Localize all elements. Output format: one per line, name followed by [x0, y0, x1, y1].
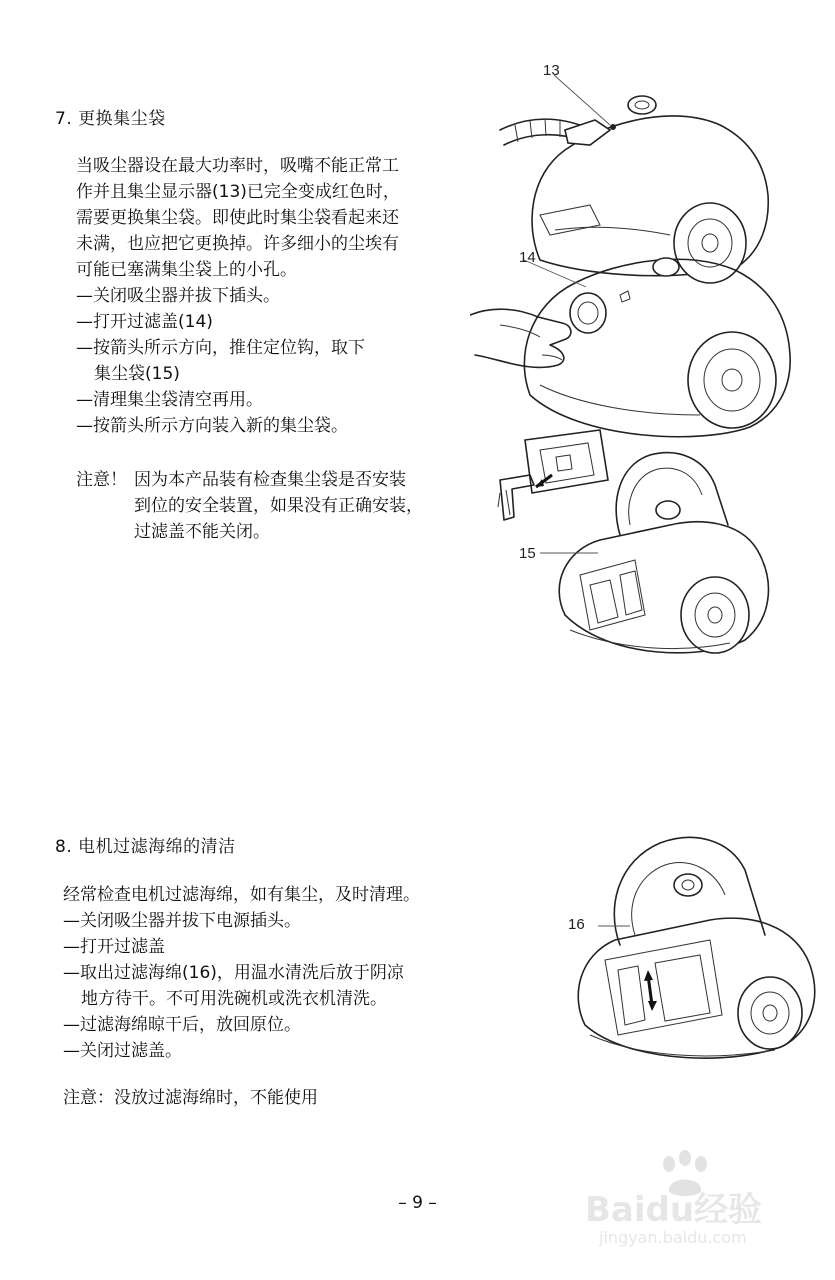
section8-step: —关闭过滤盖。 — [63, 1041, 182, 1061]
section7-step: —按箭头所示方向装入新的集尘袋。 — [76, 416, 348, 436]
section7-note-label: 注意！ — [76, 470, 127, 490]
section8-note: 注意：没放过滤海绵时，不能使用 — [63, 1088, 318, 1108]
callout-13: 13 — [543, 62, 560, 79]
section8-line: 经常检查电机过滤海绵，如有集尘，及时清理。 — [63, 885, 420, 905]
dust-bag-removal-figure — [498, 430, 768, 653]
callout-16: 16 — [568, 916, 585, 933]
baidu-watermark — [585, 1150, 825, 1260]
section7-note-line: 到位的安全装置，如果没有正确安装， — [134, 496, 423, 516]
section8-step-continuation: 地方待干。不可用洗碗机或洗衣机清洗。 — [81, 989, 387, 1009]
filter-sponge-figure — [578, 837, 814, 1058]
watermark-url: jingyan.baidu.com — [599, 1228, 747, 1247]
section7-note-line: 因为本产品装有检查集尘袋是否安装 — [134, 470, 406, 490]
section7-heading: 7. 更换集尘袋 — [55, 109, 166, 129]
section7-step: —打开过滤盖(14) — [76, 312, 213, 332]
section7-line: 需要更换集尘袋。即使此时集尘袋看起来还 — [76, 208, 399, 228]
page-number: – 9 – — [398, 1193, 437, 1213]
section7-body — [76, 153, 400, 439]
section7-note — [76, 467, 423, 545]
vacuum-open-lid-figure — [470, 258, 790, 437]
section7-step: —按箭头所示方向，推住定位钩，取下 — [76, 338, 365, 358]
section7-step: —关闭吸尘器并拔下插头。 — [76, 286, 280, 306]
vacuum-closed-figure — [500, 75, 768, 283]
section7-line: 未满，也应把它更换掉。许多细小的尘埃有 — [76, 234, 399, 254]
section8-heading: 8. 电机过滤海绵的清洁 — [55, 837, 236, 857]
section7-step: —清理集尘袋清空再用。 — [76, 390, 263, 410]
callout-14: 14 — [519, 249, 536, 266]
section7-illustration — [470, 55, 830, 675]
callout-15: 15 — [519, 545, 536, 562]
section7-line: 当吸尘器设在最大功率时，吸嘴不能正常工 — [76, 156, 399, 176]
section8-illustration — [560, 825, 830, 1070]
section8-body — [63, 882, 420, 1064]
section7-line: 可能已塞满集尘袋上的小孔。 — [76, 260, 297, 280]
section8-step: —取出过滤海绵(16)，用温水清洗后放于阴凉 — [63, 963, 404, 983]
section8-step: —过滤海绵晾干后，放回原位。 — [63, 1015, 301, 1035]
section8-step: —关闭吸尘器并拔下电源插头。 — [63, 911, 301, 931]
watermark-brand: Baidu经验 — [585, 1190, 763, 1230]
section7-note-line: 过滤盖不能关闭。 — [134, 522, 270, 542]
section7-line: 作并且集尘显示器(13)已完全变成红色时， — [76, 182, 400, 202]
section7-step-continuation: 集尘袋(15) — [94, 364, 180, 384]
section8-step: —打开过滤盖 — [63, 937, 165, 957]
